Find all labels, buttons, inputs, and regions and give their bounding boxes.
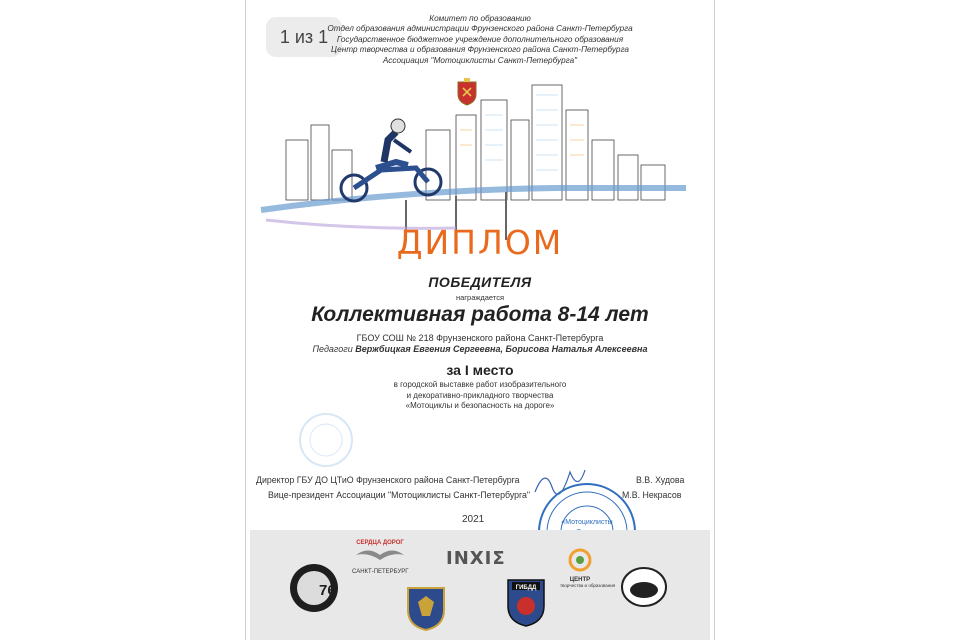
vp-name: М.В. Некрасов: [622, 490, 682, 500]
logo-text: САНКТ-ПЕТЕРБУРГ: [352, 569, 409, 575]
awarded-label: награждается: [455, 293, 505, 302]
header-line: Государственное бюджетное учреждение дополнительного образования: [336, 34, 624, 44]
city-motorcycle-illustration: [256, 70, 696, 240]
stamp-line: «Мотоциклисты: [561, 519, 613, 526]
issuer-header: [246, 14, 714, 66]
director-role: Директор ГБУ ДО ЦТиО Фрунзенского района Санкт-Петербурга: [256, 475, 520, 485]
vp-role: Вице-президент Ассоциации "Мотоциклисты Санкт-Петербурга": [268, 490, 531, 500]
place-label: за I место: [446, 362, 514, 378]
gibdd-shield-icon: [504, 576, 548, 628]
moto-association-badge: [620, 566, 668, 613]
diploma-title: ДИПЛОМ: [396, 223, 564, 262]
logo-text: ГИБДД: [515, 585, 537, 591]
tsentr-logo: [560, 548, 616, 588]
gibdd-logo: [504, 576, 548, 633]
year-label: 2021: [462, 514, 485, 525]
header-line: Комитет по образованию: [429, 14, 531, 23]
traffic-police-emblem: [404, 582, 448, 637]
header-line: Ассоциация "Мотоциклисты Санкт-Петербурга": [382, 55, 578, 65]
teachers-label: Педагоги: [312, 344, 353, 354]
motoclub-76-icon: [288, 562, 340, 614]
exhibition-line: и декоративно-прикладного творчества: [406, 390, 554, 400]
logo-text: ЦЕНТР: [569, 577, 591, 583]
page-counter-badge: 1 из 1: [266, 17, 342, 57]
ntho-logo: [446, 548, 506, 569]
logo-text: творчества и образования: [560, 583, 616, 588]
logo-number: 76: [319, 582, 336, 599]
school-name: ГБОУ СОШ № 218 Фрунзенского района Санкт-Петербурга: [356, 333, 604, 343]
wings-icon: [352, 546, 408, 564]
logo-text: СЕРДЦА ДОРОГ: [356, 540, 404, 546]
teachers-names: Вержбицкая Евгения Сергеевна, Борисова Наталья Алексеевна: [355, 344, 648, 354]
serdtse-dorog-logo: [352, 540, 408, 575]
motoclub-76-logo: [288, 562, 340, 619]
header-line: Центр творчества и образования Фрунзенского района Санкт-Петербурга: [331, 45, 629, 55]
teachers-line: [246, 344, 714, 354]
tsentr-icon: [560, 548, 600, 572]
faint-stamp-mark: [296, 410, 356, 470]
eagle-shield-icon: [404, 582, 448, 632]
exhibition-line: «Мотоциклы и безопасность на дороге»: [405, 401, 555, 410]
badge-icon: [620, 566, 668, 608]
winner-label: ПОБЕДИТЕЛЯ: [428, 274, 532, 290]
work-title: Коллективная работа 8-14 лет: [311, 303, 649, 326]
exhibition-line: в городской выставке работ изобразительного: [393, 380, 567, 389]
header-line: Отдел образования администрации Фрунзенского района Санкт-Петербурга: [327, 24, 633, 34]
logo-text: ΙΝΧΙΣ: [446, 548, 506, 569]
director-name: В.В. Худова: [636, 475, 685, 485]
exhibition-description: [246, 380, 714, 412]
